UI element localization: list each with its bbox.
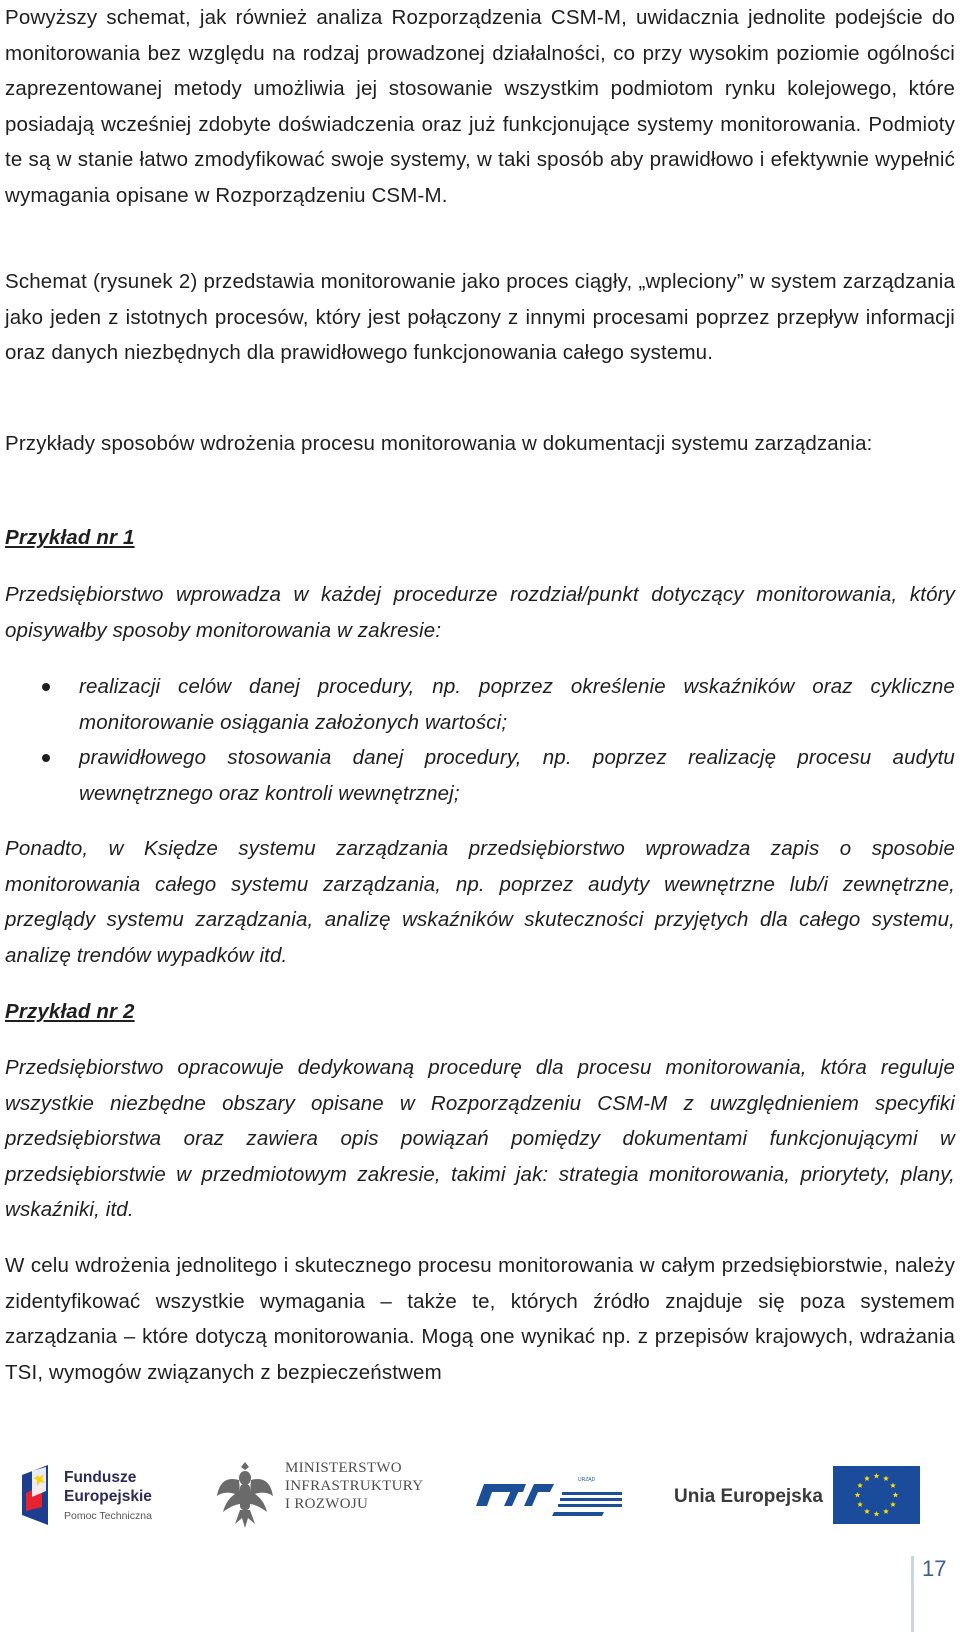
eu-flag-icon: [833, 1466, 920, 1524]
fe-line2: Europejskie: [64, 1488, 152, 1505]
footer-logos: [0, 1458, 960, 1538]
page-number-bar: [911, 1556, 914, 1632]
page-number: 17: [922, 1556, 947, 1581]
fe-line1: Fundusze: [64, 1469, 137, 1486]
bullet-icon: [42, 754, 50, 762]
example-1-list: [5, 669, 955, 811]
bullet-icon: [42, 683, 50, 691]
list-item-text: prawidłowego stosowania danej procedury, np. poprzez realizację procesu audytu wewnętrznego oraz kontroli wewnętrznej;: [79, 746, 955, 805]
fundusze-europejskie-logo: [20, 1461, 170, 1531]
paragraph-implementation: W celu wdrożenia jednolitego i skutecznego procesu monitorowania w całym przedsiębiorstwie, należy zidentyfikować wszystkie wymagania – także te, których źródło znajduje się poza systemem zarządzania – które dotyczą monitorowania. Mogą one wynikać np. z przepisów krajowych, wdrażania TSI, wymogów związanych z bezpieczeństwem: [5, 1254, 955, 1384]
ministerstwo-logo: [215, 1458, 445, 1534]
example-1-text: Przedsiębiorstwo wprowadza w każdej procedurze rozdział/punkt dotyczący monitorowania, który opisywałby sposoby monitorowania w zakresie:: [5, 583, 955, 642]
paragraph-examples-intro: Przykłady sposobów wdrożenia procesu monitorowania w dokumentacji systemu zarządzania:: [5, 432, 873, 455]
paragraph-intro: Powyższy schemat, jak również analiza Rozporządzenia CSM-M, uwidacznia jednolite podejście do monitorowania bez względu na rodzaj prowadzonej działalności, co przy wysokim poziomie ogólności zaprezentowanej metody umożliwia jej stosowanie wszystkim podmiotom rynku kolejowego, które posiadają wcześniej zdobyte doświadczenia oraz już funkcjonujące systemy monitorowania. Podmioty te są w stanie łatwo zmodyfikować swoje systemy, w taki sposób aby prawidłowo i efektywnie wypełnić wymagania opisane w Rozporządzeniu CSM-M.: [5, 6, 955, 207]
mi-line2: INFRASTRUKTURY: [285, 1478, 424, 1494]
example-2-heading: Przykład nr 2: [5, 1000, 135, 1023]
utk-small-text: URZĄD: [578, 1477, 596, 1483]
fe-line3: Pomoc Techniczna: [64, 1510, 152, 1522]
list-item: [5, 740, 955, 811]
utk-logo: [474, 1472, 624, 1522]
example-1-heading: Przykład nr 1: [5, 526, 135, 549]
unia-europejska-text: Unia Europejska: [674, 1486, 823, 1507]
utk-mark-icon: [474, 1472, 624, 1522]
list-item: [5, 669, 955, 740]
mi-line1: MINISTERSTWO: [285, 1460, 402, 1476]
paragraph-ksiega: Ponadto, w Księdze systemu zarządzania przedsiębiorstwo wprowadza zapis o sposobie monitorowania całego systemu zarządzania, np. poprzez audyty wewnętrzne lub/i zewnętrzne, przeglądy systemu zarządzania, analizę wskaźników skuteczności przyjętych dla całego systemu, analizę trendów wypadków itd.: [5, 837, 955, 967]
eagle-emblem-icon: [215, 1458, 275, 1530]
mi-line3: I ROZWOJU: [285, 1496, 369, 1512]
list-item-text: realizacji celów danej procedury, np. poprzez określenie wskaźników oraz cykliczne monitorowanie osiągania założonych wartości;: [79, 675, 955, 734]
paragraph-schema: Schemat (rysunek 2) przedstawia monitorowanie jako proces ciągły, „wpleciony” w system zarządzania jako jeden z istotnych procesów, który jest połączony z innymi procesami poprzez przepływ informacji oraz danych niezbędnych dla prawidłowego funkcjonowania całego systemu.: [5, 270, 955, 365]
fe-mark-icon: [22, 1465, 56, 1525]
example-2-text: Przedsiębiorstwo opracowuje dedykowaną procedurę dla procesu monitorowania, która reguluje wszystkie niezbędne obszary opisane w Rozporządzeniu CSM-M z uwzględnieniem specyfiki przedsiębiorstwa oraz zawiera opis powiązań pomiędzy dokumentami funkcjonującymi w przedsiębiorstwie w przedmiotowym zakresie, takimi jak: strategia monitorowania, priorytety, plany, wskaźniki, itd.: [5, 1056, 955, 1222]
